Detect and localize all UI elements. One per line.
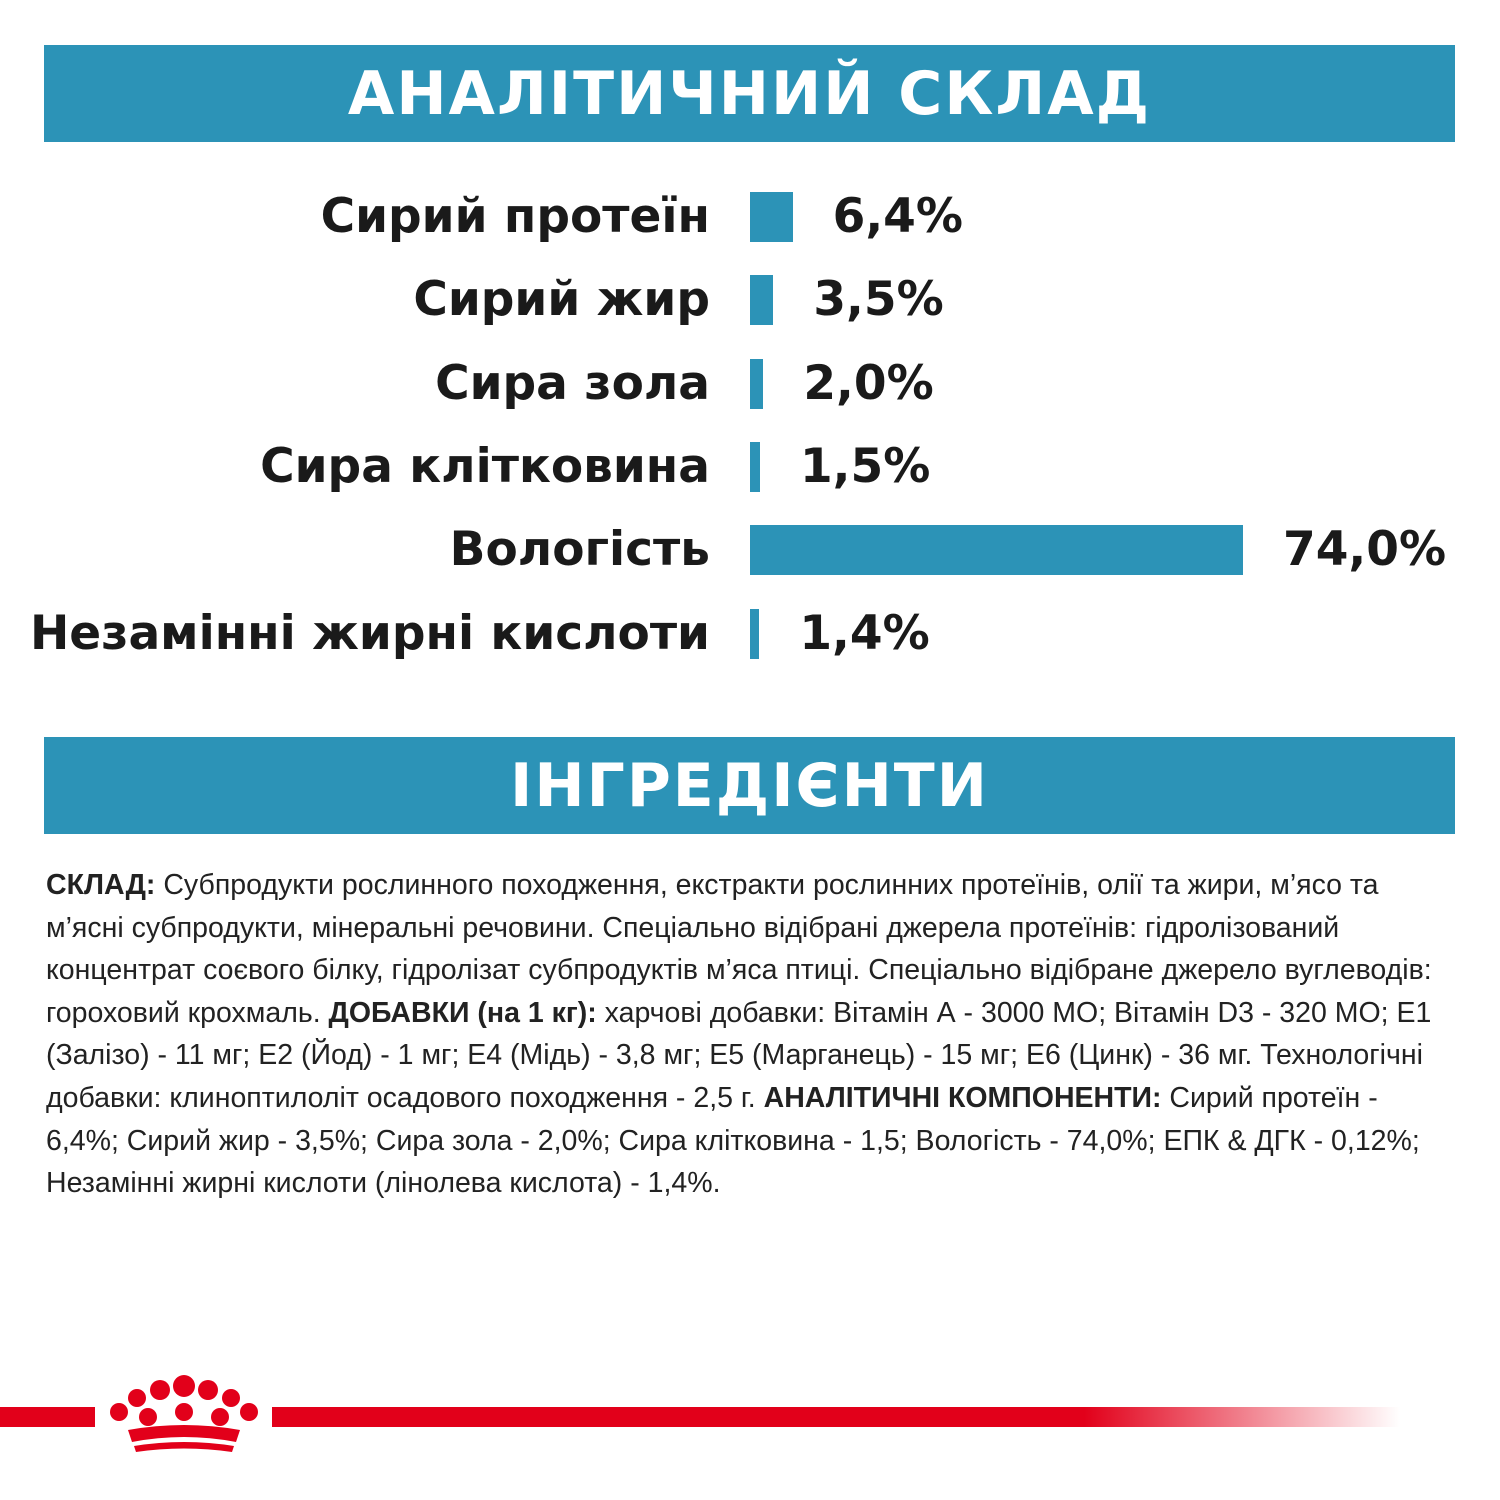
chart-category-label: Сирий жир (413, 272, 710, 328)
chart-bar (750, 275, 773, 325)
chart-category-label: Вологість (449, 522, 710, 578)
footer-line-left (0, 1407, 95, 1427)
chart-row (0, 187, 1500, 247)
chart-value-label: 1,5% (799, 438, 931, 494)
chart-row (0, 437, 1500, 497)
chart-value-label: 6,4% (832, 189, 963, 244)
ingredients-body: харчові добавки: Вітамін А - 3000 МО; Вітамін D3 - 320 МО; Е1 (Залізо) - 11 мг; Е2 (Йод) - 1 мг; Е4 (Мідь) - 3,8 мг; Е5 (Марганець) - 15 мг; Е6 (Цинк) - 36 мг. Технологічні добавки: клиноптилоліт осадового походження - 2,5 г. (46, 996, 1432, 1114)
chart-value-label: 2,0% (803, 355, 934, 411)
ingredients-heading: АНАЛІТИЧНІ КОМПОНЕНТИ: (763, 1081, 1162, 1114)
chart-category-label: Сира клітковина (260, 438, 710, 494)
chart-value-label: 3,5% (813, 272, 944, 328)
ingredients-body: Субпродукти рослинного походження, екстракти рослинних протеїнів, олії та жири, м’ясо та м’ясні субпродукти, мінеральні речовини. Спеціально відібрані джерела протеїнів: гідролізований концентрат соєвого білку, гідролізат субпродуктів м’яса птиці. Спеціально відібране джерело вуглеводів: гороховий крохмаль. (46, 869, 1432, 1029)
chart-row (0, 520, 1500, 580)
chart-value-label: 74,0% (1283, 522, 1447, 578)
chart-row (0, 604, 1500, 664)
ingredients-header-title: ІНГРЕДІЄНТИ (510, 750, 989, 821)
analysis-header-title: АНАЛІТИЧНИЙ СКЛАД (347, 58, 1152, 129)
ingredients-body: Сирий протеїн - 6,4%; Сирий жир - 3,5%; Сира зола - 2,0%; Сира клітковина - 1,5; Вологість - 74,0%; ЕПК & ДГК - 0,12%; Незамінні жирні кислоти (лінолева кислота) - 1,4%. (46, 1081, 1420, 1200)
chart-row (0, 270, 1500, 330)
chart-bar (750, 442, 760, 492)
chart-category-label: Сирий протеїн (320, 189, 710, 244)
ingredients-header (44, 737, 1455, 834)
chart-category-label: Незамінні жирні кислоти (29, 605, 710, 661)
royal-crown-icon (110, 1375, 258, 1452)
chart-bar (750, 609, 759, 659)
chart-row (0, 354, 1500, 414)
chart-value-label: 1,4% (799, 605, 930, 661)
chart-bar (750, 359, 763, 409)
ingredients-heading: СКЛАД: (46, 869, 156, 901)
chart-category-label: Сира зола (435, 355, 710, 411)
chart-bar (750, 192, 793, 242)
chart-bar (750, 525, 1243, 575)
ingredients-heading: ДОБАВКИ (на 1 кг): (328, 996, 597, 1029)
ingredients-text (46, 864, 1458, 1205)
footer-line-right (272, 1407, 1400, 1427)
analysis-header (44, 45, 1455, 142)
